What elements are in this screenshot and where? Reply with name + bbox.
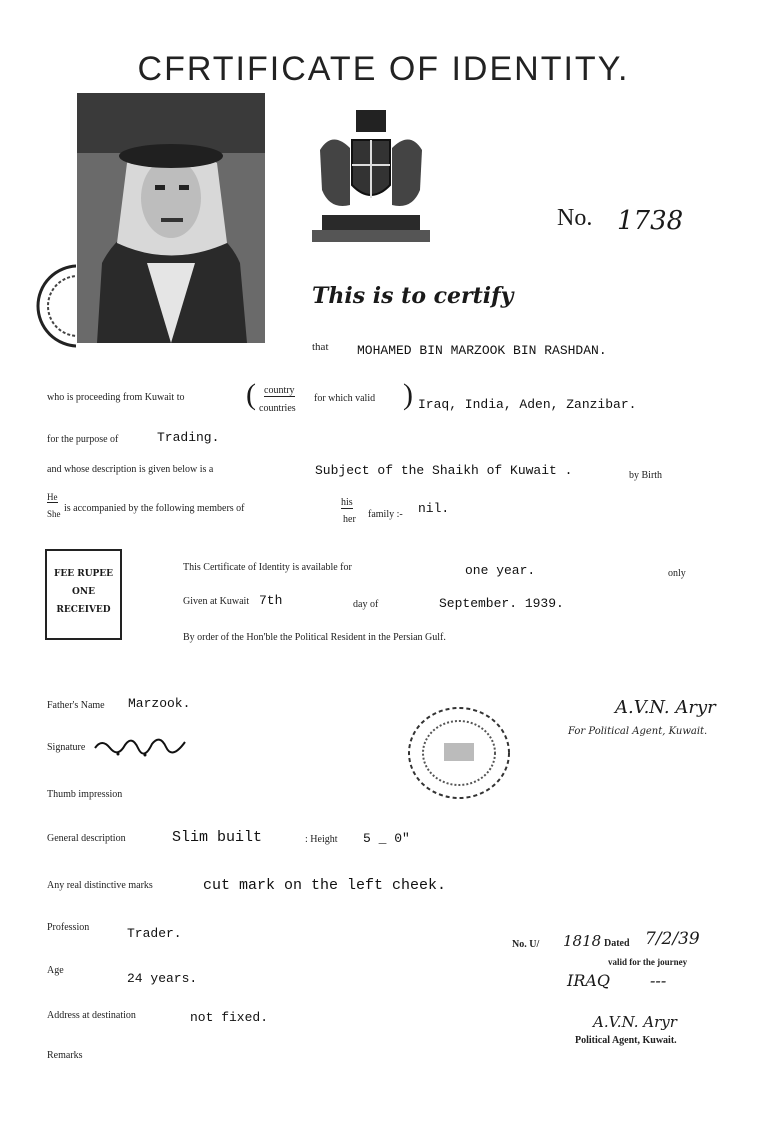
given-day: 7th [259, 593, 283, 608]
dated-label: Dated [604, 938, 630, 949]
height-value: 5 _ 0" [363, 831, 410, 846]
address-value: not fixed. [190, 1010, 269, 1025]
valid-journey-label: valid for the journey [608, 957, 688, 967]
valid-label: for which valid [314, 393, 376, 404]
purpose-value: Trading. [157, 430, 220, 445]
destinations: Iraq, India, Aden, Zanzibar. [418, 397, 637, 412]
marks-value: cut mark on the left cheek. [203, 877, 447, 894]
dated-value: 7/2/39 [645, 929, 700, 949]
family-label: family :- [368, 509, 403, 520]
holder-signature-icon [90, 730, 190, 760]
purpose-label: for the purpose of [47, 434, 119, 445]
thumb-label: Thumb impression [47, 789, 123, 800]
royal-crest-icon [312, 110, 430, 245]
by-birth: by Birth [629, 470, 663, 481]
fee-line-1: FEE RUPEE [53, 569, 114, 579]
fee-line-3: RECEIVED [56, 605, 111, 615]
journey-value: IRAQ [567, 971, 611, 990]
endorsement-no-label: No. U/ [512, 939, 540, 950]
validity-label: This Certificate of Identity is available for [183, 562, 352, 573]
age-label: Age [47, 965, 64, 976]
countries-word: countries [259, 403, 296, 414]
close-bracket: ) [403, 378, 413, 411]
general-label: General description [47, 833, 126, 844]
marks-label: Any real distinctive marks [47, 880, 153, 891]
partial-stamp-icon [36, 256, 76, 356]
description-label: and whose description is given below is a [47, 464, 214, 475]
order-text: By order of the Hon'ble the Political Resident in the Persian Gulf. [183, 632, 446, 643]
official-seal-icon [404, 703, 514, 803]
agent-label: For Political Agent, Kuwait. [568, 726, 708, 737]
his-word: his [341, 497, 353, 508]
signature-label: Signature [47, 742, 86, 753]
day-of-label: day of [353, 599, 379, 610]
open-bracket: ( [246, 378, 256, 411]
holder-name: MOHAMED BIN MARZOOK BIN RASHDAN. [357, 343, 607, 358]
fee-line-2: ONE [72, 587, 95, 597]
address-label: Address at destination [47, 1010, 136, 1021]
endorsement-signature: A.V.N. Aryr [593, 1013, 677, 1031]
profession-value: Trader. [127, 926, 182, 941]
description-value: Subject of the Shaikh of Kuwait . [315, 463, 573, 478]
holder-photo [77, 93, 265, 343]
accompanied-label: is accompanied by the following members of [64, 503, 245, 514]
validity-only: only [668, 568, 686, 579]
she-word: She [47, 509, 61, 519]
certificate-number-label: No. [557, 205, 593, 231]
fee-stamp [45, 549, 122, 640]
family-value: nil. [418, 501, 450, 516]
her-word: her [343, 514, 356, 525]
journey-dash: --- [650, 971, 667, 990]
that-label: that [312, 341, 329, 353]
remarks-label: Remarks [47, 1050, 83, 1061]
father-label: Father's Name [47, 700, 105, 711]
country-word: country [264, 385, 295, 396]
father-value: Marzook. [128, 696, 191, 711]
agent-signature: A.V.N. Aryr [615, 697, 716, 718]
proceeding-label: who is proceeding from Kuwait to [47, 392, 185, 403]
certify-heading: This is to certify [312, 283, 514, 309]
validity-value: one year. [465, 563, 536, 578]
given-label: Given at Kuwait [183, 596, 250, 607]
profession-label: Profession [47, 922, 90, 933]
general-value: Slim built [172, 829, 263, 846]
document-title: CFRTIFICATE OF IDENTITY. [137, 50, 630, 88]
endorsement-no-value: 1818 [563, 932, 602, 950]
certificate-number: 1738 [617, 206, 684, 236]
endorsement-agent-label: Political Agent, Kuwait. [575, 1035, 677, 1046]
age-value: 24 years. [127, 971, 198, 986]
height-label: : Height [305, 834, 338, 845]
given-month-year: September. 1939. [439, 596, 564, 611]
he-word: He [47, 492, 58, 502]
